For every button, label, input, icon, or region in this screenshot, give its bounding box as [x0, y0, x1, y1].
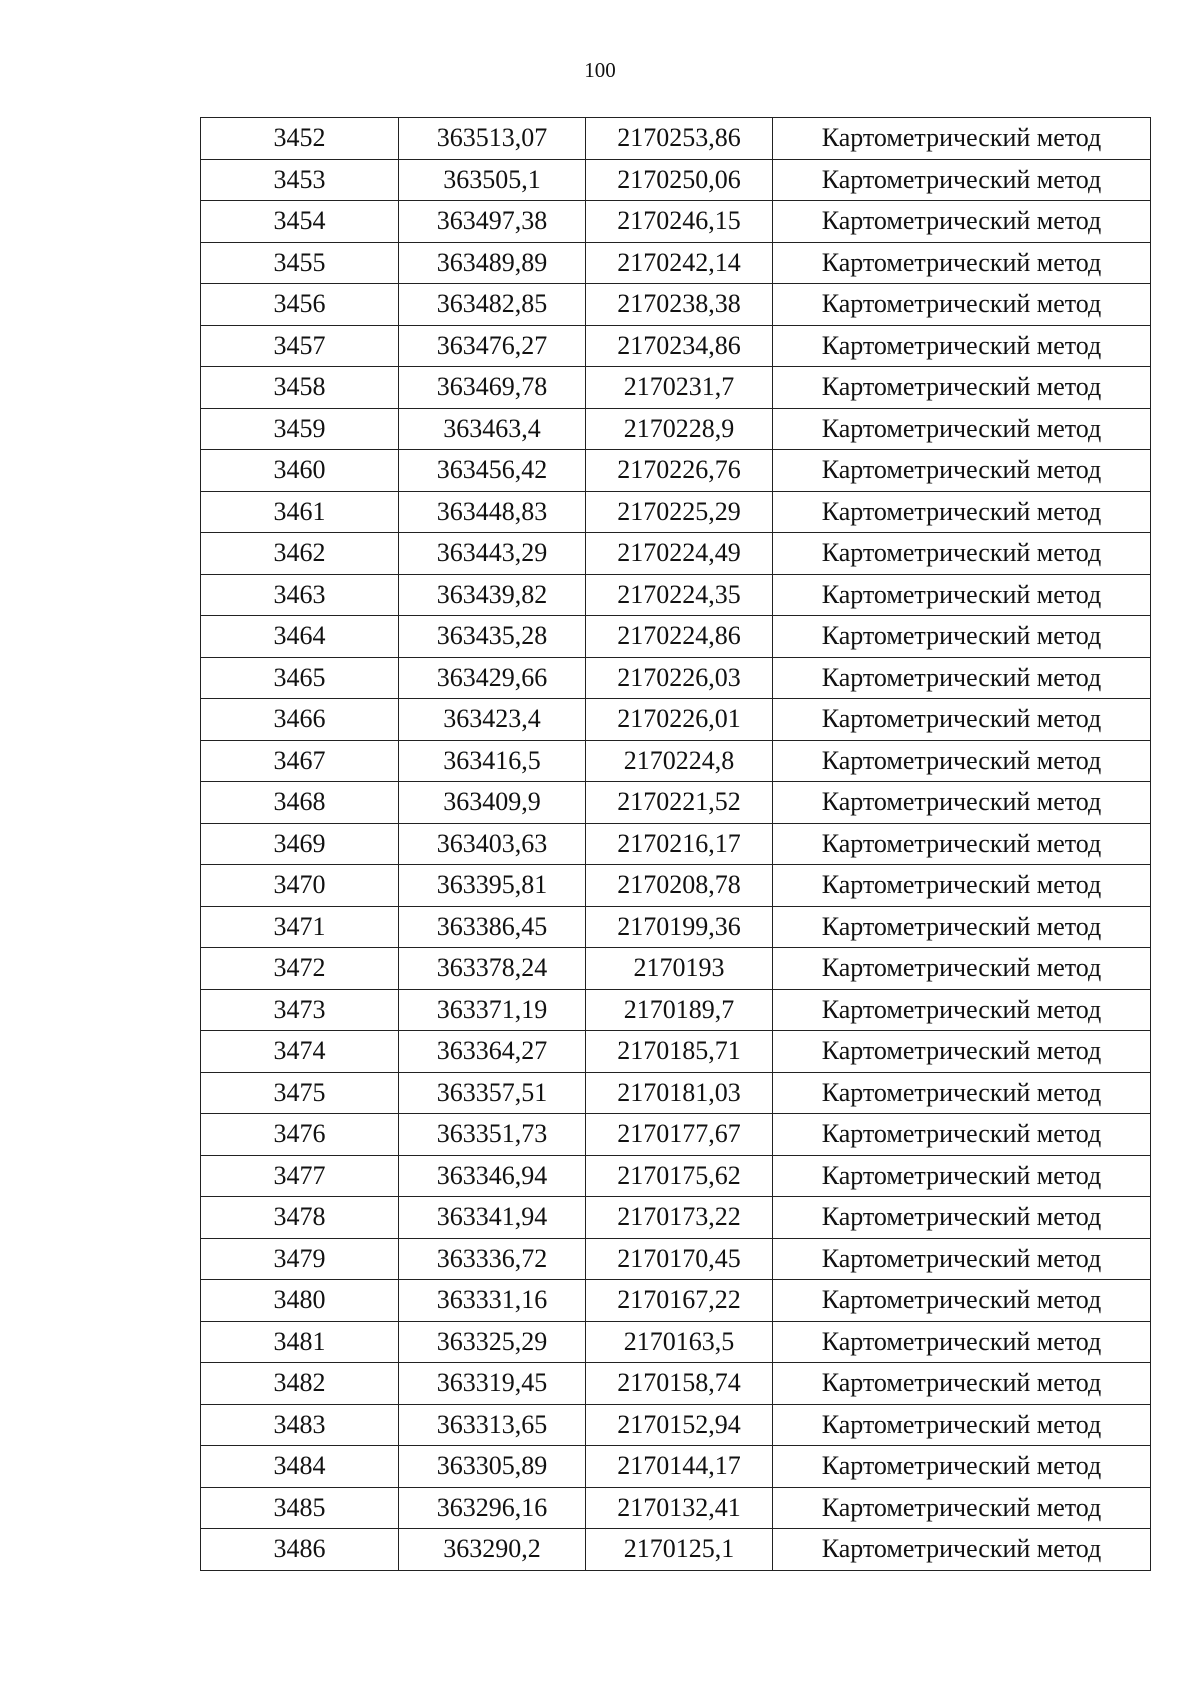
point-number-cell: 3453: [201, 159, 399, 201]
y-coordinate-cell: 2170234,86: [586, 325, 773, 367]
table-row: [201, 159, 1151, 201]
point-number-cell: 3459: [201, 408, 399, 450]
point-number-cell: 3485: [201, 1487, 399, 1529]
method-cell: Картометрический метод: [773, 740, 1151, 782]
point-number-cell: 3482: [201, 1363, 399, 1405]
method-cell: Картометрический метод: [773, 1363, 1151, 1405]
x-coordinate-cell: 363416,5: [399, 740, 586, 782]
table-row: [201, 740, 1151, 782]
table-row: [201, 989, 1151, 1031]
point-number-cell: 3468: [201, 782, 399, 824]
y-coordinate-cell: 2170253,86: [586, 118, 773, 160]
point-number-cell: 3457: [201, 325, 399, 367]
y-coordinate-cell: 2170224,49: [586, 533, 773, 575]
y-coordinate-cell: 2170189,7: [586, 989, 773, 1031]
table-row: [201, 450, 1151, 492]
point-number-cell: 3461: [201, 491, 399, 533]
point-number-cell: 3475: [201, 1072, 399, 1114]
table-row: [201, 367, 1151, 409]
point-number-cell: 3462: [201, 533, 399, 575]
x-coordinate-cell: 363336,72: [399, 1238, 586, 1280]
method-cell: Картометрический метод: [773, 367, 1151, 409]
x-coordinate-cell: 363346,94: [399, 1155, 586, 1197]
x-coordinate-cell: 363395,81: [399, 865, 586, 907]
table-row: [201, 242, 1151, 284]
x-coordinate-cell: 363463,4: [399, 408, 586, 450]
point-number-cell: 3484: [201, 1446, 399, 1488]
method-cell: Картометрический метод: [773, 1238, 1151, 1280]
point-number-cell: 3472: [201, 948, 399, 990]
x-coordinate-cell: 363489,89: [399, 242, 586, 284]
x-coordinate-cell: 363513,07: [399, 118, 586, 160]
x-coordinate-cell: 363505,1: [399, 159, 586, 201]
method-cell: Картометрический метод: [773, 823, 1151, 865]
method-cell: Картометрический метод: [773, 1321, 1151, 1363]
point-number-cell: 3481: [201, 1321, 399, 1363]
method-cell: Картометрический метод: [773, 906, 1151, 948]
x-coordinate-cell: 363364,27: [399, 1031, 586, 1073]
table-row: [201, 533, 1151, 575]
y-coordinate-cell: 2170226,03: [586, 657, 773, 699]
x-coordinate-cell: 363378,24: [399, 948, 586, 990]
point-number-cell: 3467: [201, 740, 399, 782]
point-number-cell: 3479: [201, 1238, 399, 1280]
y-coordinate-cell: 2170208,78: [586, 865, 773, 907]
y-coordinate-cell: 2170152,94: [586, 1404, 773, 1446]
x-coordinate-cell: 363296,16: [399, 1487, 586, 1529]
point-number-cell: 3463: [201, 574, 399, 616]
x-coordinate-cell: 363443,29: [399, 533, 586, 575]
y-coordinate-cell: 2170199,36: [586, 906, 773, 948]
x-coordinate-cell: 363386,45: [399, 906, 586, 948]
table-row: [201, 1404, 1151, 1446]
table-row: [201, 1072, 1151, 1114]
point-number-cell: 3466: [201, 699, 399, 741]
method-cell: Картометрический метод: [773, 325, 1151, 367]
table-row: [201, 1529, 1151, 1571]
y-coordinate-cell: 2170238,38: [586, 284, 773, 326]
method-cell: Картометрический метод: [773, 1072, 1151, 1114]
y-coordinate-cell: 2170173,22: [586, 1197, 773, 1239]
y-coordinate-cell: 2170250,06: [586, 159, 773, 201]
point-number-cell: 3464: [201, 616, 399, 658]
x-coordinate-cell: 363319,45: [399, 1363, 586, 1405]
y-coordinate-cell: 2170177,67: [586, 1114, 773, 1156]
x-coordinate-cell: 363429,66: [399, 657, 586, 699]
method-cell: Картометрический метод: [773, 284, 1151, 326]
method-cell: Картометрический метод: [773, 989, 1151, 1031]
method-cell: Картометрический метод: [773, 491, 1151, 533]
x-coordinate-cell: 363435,28: [399, 616, 586, 658]
y-coordinate-cell: 2170158,74: [586, 1363, 773, 1405]
method-cell: Картометрический метод: [773, 574, 1151, 616]
point-number-cell: 3455: [201, 242, 399, 284]
method-cell: Картометрический метод: [773, 616, 1151, 658]
method-cell: Картометрический метод: [773, 1114, 1151, 1156]
method-cell: Картометрический метод: [773, 657, 1151, 699]
table-row: [201, 823, 1151, 865]
x-coordinate-cell: 363456,42: [399, 450, 586, 492]
x-coordinate-cell: 363409,9: [399, 782, 586, 824]
point-number-cell: 3483: [201, 1404, 399, 1446]
method-cell: Картометрический метод: [773, 159, 1151, 201]
point-number-cell: 3477: [201, 1155, 399, 1197]
table-row: [201, 1114, 1151, 1156]
table-row: [201, 1487, 1151, 1529]
table-row: [201, 1363, 1151, 1405]
point-number-cell: 3480: [201, 1280, 399, 1322]
method-cell: Картометрический метод: [773, 1197, 1151, 1239]
x-coordinate-cell: 363341,94: [399, 1197, 586, 1239]
method-cell: Картометрический метод: [773, 1280, 1151, 1322]
y-coordinate-cell: 2170221,52: [586, 782, 773, 824]
table-row: [201, 325, 1151, 367]
table-row: [201, 906, 1151, 948]
method-cell: Картометрический метод: [773, 699, 1151, 741]
y-coordinate-cell: 2170224,86: [586, 616, 773, 658]
table-row: [201, 491, 1151, 533]
point-number-cell: 3473: [201, 989, 399, 1031]
point-number-cell: 3456: [201, 284, 399, 326]
point-number-cell: 3454: [201, 201, 399, 243]
y-coordinate-cell: 2170231,7: [586, 367, 773, 409]
y-coordinate-cell: 2170144,17: [586, 1446, 773, 1488]
y-coordinate-cell: 2170224,35: [586, 574, 773, 616]
method-cell: Картометрический метод: [773, 1529, 1151, 1571]
table-row: [201, 1197, 1151, 1239]
x-coordinate-cell: 363482,85: [399, 284, 586, 326]
table-row: [201, 1031, 1151, 1073]
x-coordinate-cell: 363476,27: [399, 325, 586, 367]
point-number-cell: 3474: [201, 1031, 399, 1073]
table-row: [201, 616, 1151, 658]
point-number-cell: 3460: [201, 450, 399, 492]
point-number-cell: 3452: [201, 118, 399, 160]
method-cell: Картометрический метод: [773, 1487, 1151, 1529]
table-row: [201, 1238, 1151, 1280]
point-number-cell: 3470: [201, 865, 399, 907]
x-coordinate-cell: 363305,89: [399, 1446, 586, 1488]
x-coordinate-cell: 363371,19: [399, 989, 586, 1031]
y-coordinate-cell: 2170225,29: [586, 491, 773, 533]
x-coordinate-cell: 363351,73: [399, 1114, 586, 1156]
method-cell: Картометрический метод: [773, 782, 1151, 824]
method-cell: Картометрический метод: [773, 242, 1151, 284]
y-coordinate-cell: 2170185,71: [586, 1031, 773, 1073]
table-row: [201, 574, 1151, 616]
coordinates-table: [200, 117, 1151, 1571]
table-body: [201, 118, 1151, 1571]
x-coordinate-cell: 363357,51: [399, 1072, 586, 1114]
y-coordinate-cell: 2170226,01: [586, 699, 773, 741]
y-coordinate-cell: 2170226,76: [586, 450, 773, 492]
x-coordinate-cell: 363423,4: [399, 699, 586, 741]
method-cell: Картометрический метод: [773, 1155, 1151, 1197]
table-row: [201, 284, 1151, 326]
table-row: [201, 782, 1151, 824]
point-number-cell: 3465: [201, 657, 399, 699]
table-row: [201, 201, 1151, 243]
x-coordinate-cell: 363403,63: [399, 823, 586, 865]
method-cell: Картометрический метод: [773, 1404, 1151, 1446]
point-number-cell: 3471: [201, 906, 399, 948]
y-coordinate-cell: 2170175,62: [586, 1155, 773, 1197]
method-cell: Картометрический метод: [773, 533, 1151, 575]
table-row: [201, 1321, 1151, 1363]
y-coordinate-cell: 2170224,8: [586, 740, 773, 782]
y-coordinate-cell: 2170132,41: [586, 1487, 773, 1529]
y-coordinate-cell: 2170167,22: [586, 1280, 773, 1322]
point-number-cell: 3476: [201, 1114, 399, 1156]
table-row: [201, 118, 1151, 160]
table-row: [201, 1446, 1151, 1488]
table-row: [201, 948, 1151, 990]
x-coordinate-cell: 363325,29: [399, 1321, 586, 1363]
table-row: [201, 1280, 1151, 1322]
x-coordinate-cell: 363331,16: [399, 1280, 586, 1322]
method-cell: Картометрический метод: [773, 450, 1151, 492]
y-coordinate-cell: 2170193: [586, 948, 773, 990]
x-coordinate-cell: 363497,38: [399, 201, 586, 243]
x-coordinate-cell: 363313,65: [399, 1404, 586, 1446]
method-cell: Картометрический метод: [773, 118, 1151, 160]
table-row: [201, 408, 1151, 450]
y-coordinate-cell: 2170228,9: [586, 408, 773, 450]
method-cell: Картометрический метод: [773, 408, 1151, 450]
method-cell: Картометрический метод: [773, 1446, 1151, 1488]
table-row: [201, 657, 1151, 699]
x-coordinate-cell: 363448,83: [399, 491, 586, 533]
page-number: 100: [584, 58, 616, 82]
method-cell: Картометрический метод: [773, 1031, 1151, 1073]
point-number-cell: 3469: [201, 823, 399, 865]
method-cell: Картометрический метод: [773, 865, 1151, 907]
point-number-cell: 3458: [201, 367, 399, 409]
table-row: [201, 1155, 1151, 1197]
x-coordinate-cell: 363290,2: [399, 1529, 586, 1571]
x-coordinate-cell: 363469,78: [399, 367, 586, 409]
table-row: [201, 865, 1151, 907]
y-coordinate-cell: 2170181,03: [586, 1072, 773, 1114]
y-coordinate-cell: 2170216,17: [586, 823, 773, 865]
point-number-cell: 3486: [201, 1529, 399, 1571]
point-number-cell: 3478: [201, 1197, 399, 1239]
y-coordinate-cell: 2170170,45: [586, 1238, 773, 1280]
method-cell: Картометрический метод: [773, 948, 1151, 990]
y-coordinate-cell: 2170125,1: [586, 1529, 773, 1571]
table-row: [201, 699, 1151, 741]
y-coordinate-cell: 2170163,5: [586, 1321, 773, 1363]
y-coordinate-cell: 2170246,15: [586, 201, 773, 243]
x-coordinate-cell: 363439,82: [399, 574, 586, 616]
method-cell: Картометрический метод: [773, 201, 1151, 243]
y-coordinate-cell: 2170242,14: [586, 242, 773, 284]
